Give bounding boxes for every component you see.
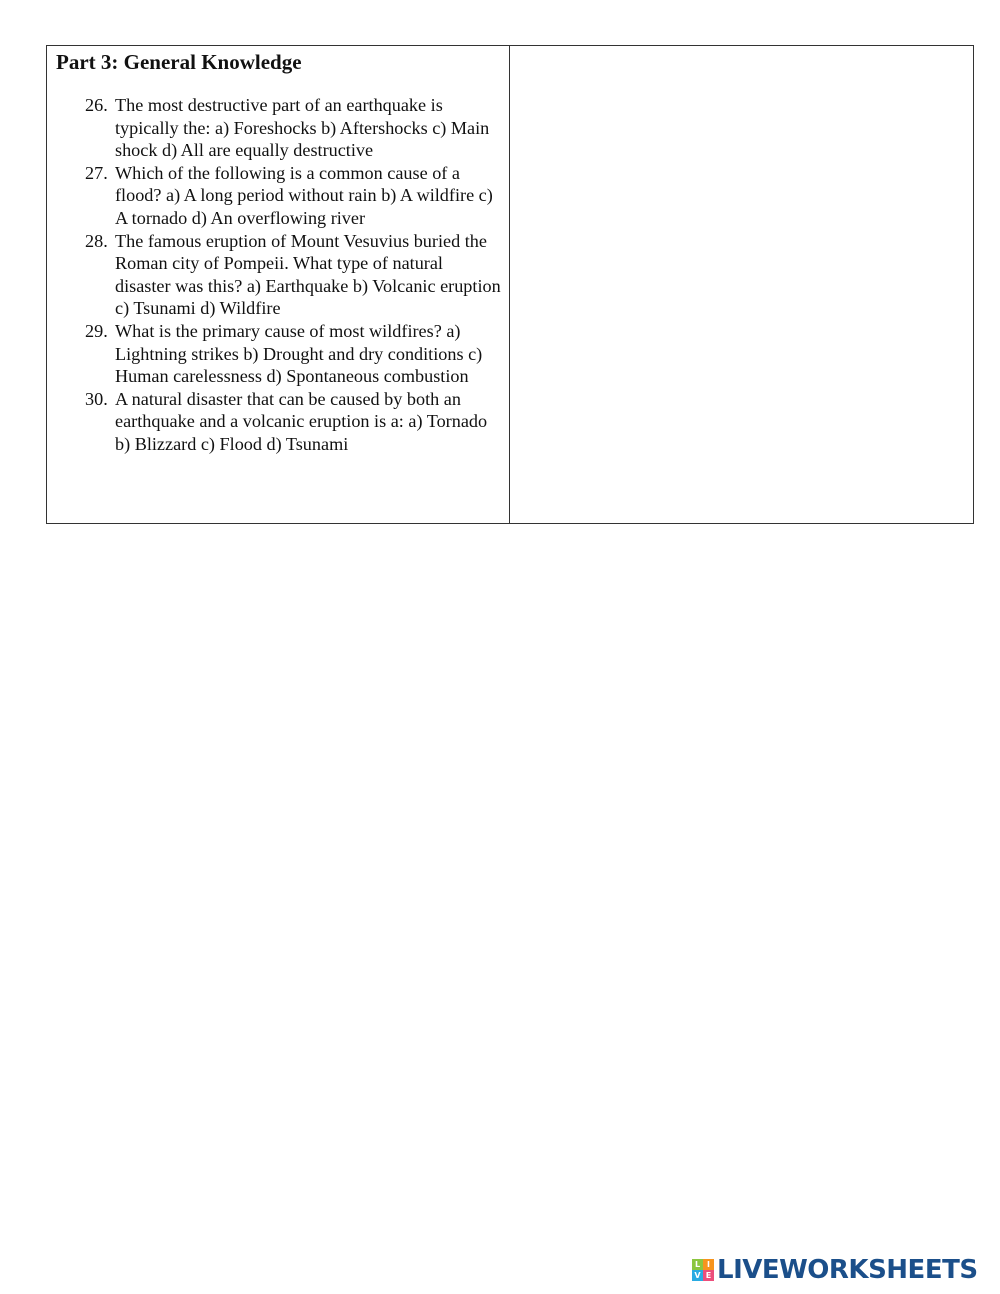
question-number: 30.: [85, 388, 108, 409]
live-blocks-icon: [692, 1259, 714, 1281]
question-item: [56, 230, 501, 320]
logo-letter-l: L: [692, 1259, 703, 1270]
logo-letter-i: I: [703, 1259, 714, 1270]
question-text: A natural disaster that can be caused by both an earthquake and a volcanic eruption is a: a) Tornado b) Blizzard c) Flood d) Tsunami: [115, 388, 488, 454]
question-item: [56, 162, 501, 230]
question-number: 26.: [85, 95, 108, 115]
question-text: What is the primary cause of most wildfires? a) Lightning strikes b) Drought and dry conditions c) Human carelessness d) Spontaneous combustion: [115, 320, 483, 387]
section-title: Part 3: General Knowledge: [56, 50, 302, 74]
question-text: The most destructive part of an earthquake is typically the: a) Foreshocks b) Aftershocks c) Main shock d) All are equally destructive: [115, 95, 490, 161]
questions-cell: [47, 46, 510, 523]
question-text: Which of the following is a common cause of a flood? a) A long period without rain b) A wildfire c) A tornado d) An overflowing river: [115, 162, 493, 228]
question-item: [56, 320, 501, 388]
question-number: 27.: [85, 162, 108, 183]
question-list: [56, 94, 501, 456]
question-number: 29.: [85, 320, 108, 341]
question-item: [56, 388, 501, 456]
logo-letter-v: V: [692, 1270, 703, 1281]
question-text: The famous eruption of Mount Vesuvius buried the Roman city of Pompeii. What type of natural disaster was this? a) Earthquake b) Volcanic eruption c) Tsunami d) Wildfire: [115, 230, 501, 319]
logo-letter-e: E: [703, 1270, 714, 1281]
liveworksheets-logo: [692, 1255, 978, 1285]
brand-wordmark: LIVEWORKSHEETS: [717, 1255, 978, 1285]
question-number: 28.: [85, 230, 108, 251]
question-item: [56, 94, 501, 162]
empty-answer-cell: [510, 46, 973, 523]
worksheet-table: [46, 45, 974, 524]
